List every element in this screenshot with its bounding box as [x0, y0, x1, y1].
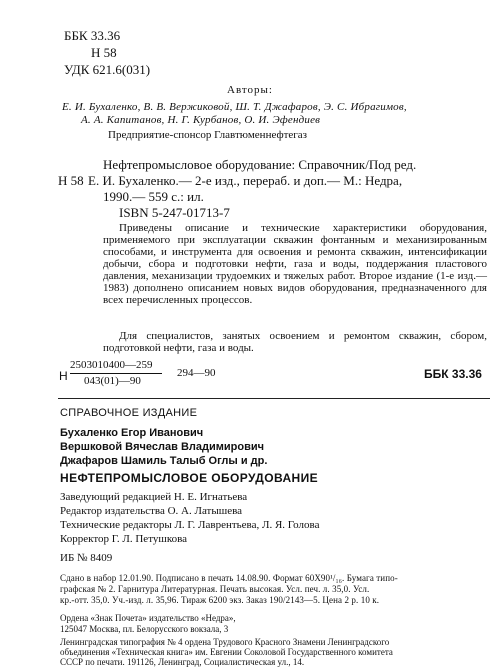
formula-numerator: 2503010400—259: [70, 359, 153, 371]
fraction-line: [70, 373, 162, 374]
isbn: ISBN 5-247-01713-7: [119, 205, 230, 220]
bbk-code: ББК 33.36: [64, 28, 121, 43]
person-3: Джафаров Шамиль Талыб Оглы и др.: [60, 455, 268, 467]
ib-number: ИБ № 8409: [60, 552, 113, 564]
sponsor: Предприятие-спонсор Главтюменнефтегаз: [108, 129, 308, 141]
staff-4: Корректор Г. Л. Петушкова: [60, 533, 188, 545]
card-audience: Для специалистов, занятых освоением и ремонтом скважин, сбором, подготовкой нефти, газа и воды.: [103, 330, 487, 354]
tech-line-1: Сдано в набор 12.01.90. Подписано в печать 14.08.90. Формат 60Х90¹/₁₆. Бумага типо-: [60, 573, 398, 583]
tech-line-3: кр.-отт. 35,0. Уч.-изд. л. 35,96. Тираж 6200 экз. Заказ 190/2143—5. Цена 2 р. 10 к.: [60, 595, 380, 605]
formula-letter: Н: [59, 369, 68, 383]
divider: [58, 398, 490, 399]
formula-extra: 294—90: [177, 367, 216, 379]
printer-line-1: Ленинградская типография № 4 ордена Трудового Красного Знамени Ленинградского: [60, 637, 390, 647]
card-line-2: Е. И. Бухаленко.— 2-е изд., перераб. и доп.— М.: Недра,: [88, 173, 403, 188]
udk-code: УДК 621.6(031): [64, 62, 151, 77]
card-line-3: 1990.— 559 с.: ил.: [103, 189, 204, 204]
tech-line-2: графская № 2. Гарнитура Литературная. Печать высокая. Усл. печ. л. 35,0. Усл.: [60, 584, 370, 594]
person-1: Бухаленко Егор Иванович: [60, 427, 204, 439]
publisher-line-2: 125047 Москва, пл. Белорусского вокзала, 3: [60, 624, 229, 634]
staff-3: Технические редакторы Л. Г. Лаврентьева, Л. Я. Голова: [60, 519, 320, 531]
card-description: Приведены описание и технические характеристики оборудования, применяемого при эксплуатации скважин фонтанным и механизированным способами, и инструмента для освоения и ремонта скважин, интенсификации добычи, сбора и подготовки нефти, газа и воды, поддержания пластового давления, механизации трудоемких и тяжелых работ. Второе издание (1-е изд.— 1983) дополнено описанием новых видов оборудования, предназначенного для всех перечисленных процессов.: [103, 222, 487, 306]
bbk-footer: ББК 33.36: [424, 367, 482, 381]
card-line-1: Нефтепромысловое оборудование: Справочник/Под ред.: [103, 157, 417, 172]
printer-line-2: объединения «Техническая книга» им. Евгении Соколовой Государственного комитета: [60, 647, 393, 657]
staff-2: Редактор издательства О. А. Латышева: [60, 505, 243, 517]
authors-heading: Авторы:: [227, 84, 273, 96]
book-title: НЕФТЕПРОМЫСЛОВОЕ ОБОРУДОВАНИЕ: [60, 471, 319, 485]
authors-line-1: Е. И. Бухаленко, В. В. Вержиковой, Ш. Т. Джафаров, Э. С. Ибрагимов,: [62, 101, 407, 113]
card-code: Н 58: [58, 173, 84, 188]
formula-denominator: 043(01)—90: [84, 375, 141, 387]
edition-type: СПРАВОЧНОЕ ИЗДАНИЕ: [60, 407, 198, 419]
catalog-code: Н 58: [91, 45, 117, 60]
person-2: Вершковой Вячеслав Владимирович: [60, 441, 264, 453]
printer-line-3: СССР по печати. 191126, Ленинград, Социалистическая ул., 14.: [60, 657, 305, 667]
staff-1: Заведующий редакцией Н. Е. Игнатьева: [60, 491, 248, 503]
publisher-line-1: Ордена «Знак Почета» издательство «Недра»,: [60, 613, 236, 623]
authors-line-2: А. А. Капитанов, Н. Г. Курбанов, О. И. Эфендиев: [81, 114, 321, 126]
